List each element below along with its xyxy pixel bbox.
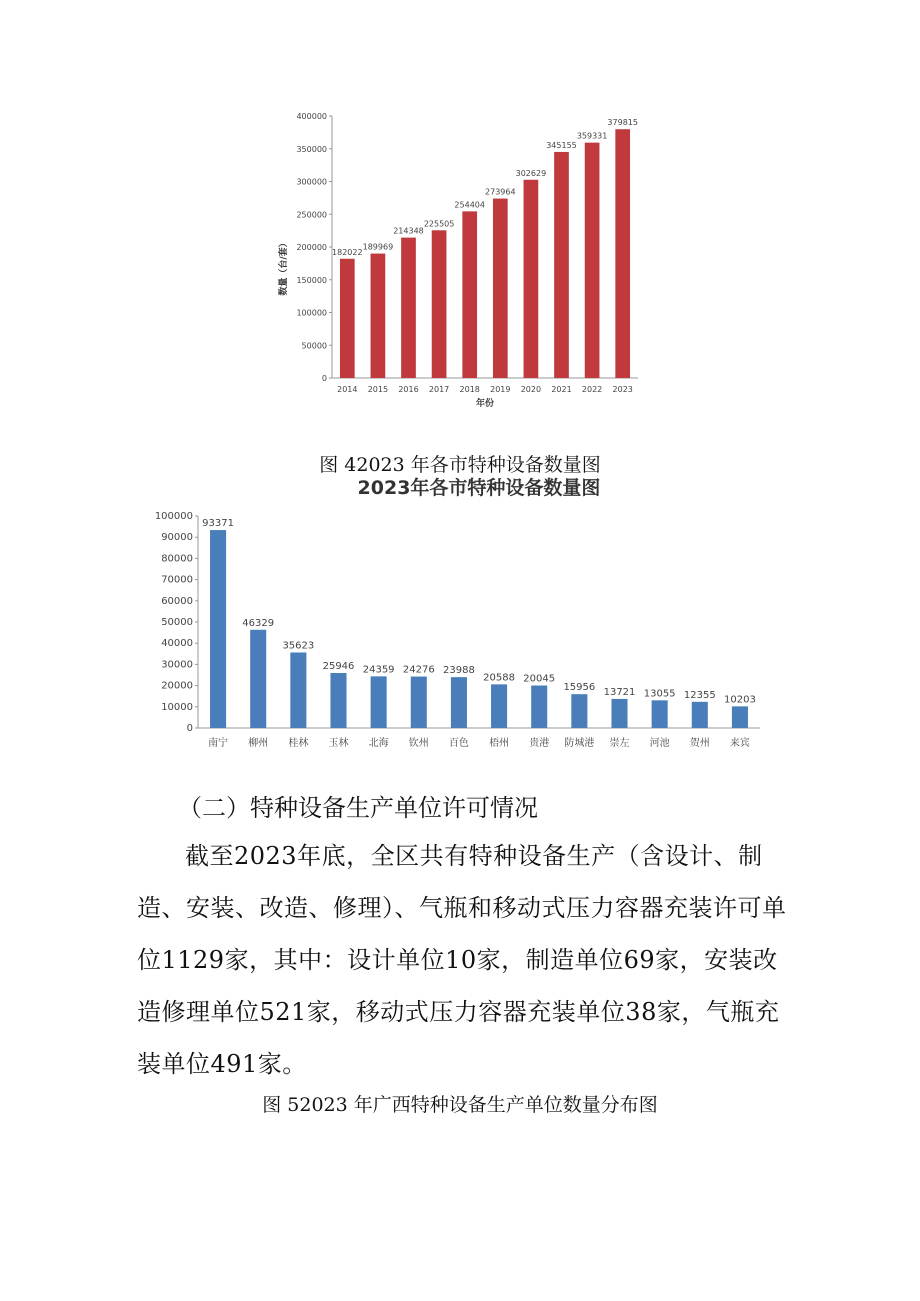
data-label: 15956	[563, 682, 596, 694]
bar-河池	[652, 700, 668, 728]
bar-崇左	[611, 699, 627, 728]
data-label: 12355	[683, 689, 716, 701]
data-label: 24359	[362, 664, 395, 676]
x-tick-label: 贺州	[689, 738, 710, 749]
y-tick-label: 400000	[296, 112, 327, 121]
x-tick-label: 河池	[649, 738, 670, 749]
x-tick-label: 2021	[551, 385, 572, 394]
x-tick-label: 2015	[367, 385, 389, 394]
data-label: 379815	[607, 118, 638, 128]
y-tick-label: 200000	[296, 243, 327, 252]
y-tick-label: 40000	[161, 638, 193, 650]
data-label: 214348	[393, 226, 424, 236]
data-label: 273964	[485, 187, 516, 197]
y-tick-label: 50000	[161, 617, 193, 628]
bar-2015	[371, 254, 386, 378]
bar-梧州	[491, 684, 507, 728]
y-tick-label: 150000	[296, 275, 327, 285]
bar-贵港	[531, 686, 547, 728]
data-label: 254404	[454, 200, 485, 210]
city-bar-chart-svg	[150, 470, 770, 760]
bar-玉林	[330, 673, 346, 728]
data-label: 302629	[515, 168, 547, 178]
x-axis-title: 年份	[475, 399, 495, 409]
x-tick-label: 钦州	[408, 738, 429, 749]
x-tick-label: 2019	[490, 385, 511, 394]
bar-北海	[371, 676, 387, 728]
y-tick-label: 0	[186, 723, 193, 734]
y-tick-label: 30000	[161, 659, 193, 671]
y-tick-label: 80000	[161, 553, 193, 565]
data-label: 35623	[282, 640, 315, 652]
bar-防城港	[571, 694, 587, 728]
data-label: 24276	[402, 664, 435, 676]
bar-贺州	[692, 702, 708, 728]
city-equipment-chart	[150, 470, 770, 760]
x-tick-label: 2023	[612, 385, 633, 394]
bar-2018	[462, 211, 477, 378]
y-tick-label: 20000	[161, 680, 193, 692]
bar-桂林	[290, 652, 306, 728]
section-body: 截至2023年底，全区共有特种设备生产（含设计、制造、安装、改造、修理）、气瓶和移动式压力容器充装许可单位1129家，其中：设计单位10家，制造单位69家，安装改造修理单位521家，移动式压力容器充装单位38家，气瓶充装单位491家。	[137, 842, 787, 1078]
x-tick-label: 南宁	[208, 738, 229, 749]
x-tick-label: 2018	[459, 385, 480, 394]
bar-柳州	[250, 630, 266, 728]
x-tick-label: 梧州	[489, 738, 510, 749]
data-label: 182022	[332, 247, 363, 257]
bar-2016	[401, 238, 416, 378]
x-tick-label: 防城港	[564, 738, 595, 749]
bar-2019	[493, 199, 508, 378]
y-tick-label: 50000	[301, 341, 327, 351]
data-label: 13721	[603, 686, 636, 698]
y-tick-label: 60000	[161, 595, 193, 607]
x-tick-label: 贵港	[529, 738, 550, 749]
data-label: 25946	[322, 660, 355, 672]
data-label: 93371	[202, 518, 234, 530]
y-tick-label: 350000	[296, 144, 327, 154]
data-label: 10203	[724, 694, 756, 706]
data-label: 23988	[443, 665, 475, 677]
bar-钦州	[411, 677, 427, 728]
bar-2021	[554, 152, 569, 378]
bar-来宾	[732, 706, 748, 728]
bar-2014	[340, 259, 355, 378]
section-heading: （二）特种设备生产单位许可情况	[178, 794, 538, 822]
x-tick-label: 百色	[448, 738, 469, 749]
y-tick-label: 250000	[296, 210, 327, 220]
y-tick-label: 100000	[154, 511, 193, 522]
bar-2020	[524, 180, 539, 378]
chart-title: 2023年各市特种设备数量图	[357, 477, 601, 499]
figure-4-caption: 图 42023 年各市特种设备数量图	[319, 454, 601, 476]
x-tick-label: 2014	[337, 385, 358, 394]
y-tick-label: 10000	[161, 701, 193, 713]
data-label: 189969	[362, 242, 394, 252]
bar-南宁	[210, 530, 226, 728]
data-label: 20588	[483, 672, 515, 684]
bar-2022	[585, 143, 600, 378]
x-tick-label: 2016	[398, 385, 419, 394]
figure-5-caption: 图 52023 年广西特种设备生产单位数量分布图	[262, 1094, 658, 1116]
data-label: 225505	[423, 219, 455, 229]
y-tick-label: 100000	[296, 308, 327, 318]
x-tick-label: 玉林	[328, 738, 349, 749]
x-tick-label: 北海	[368, 738, 389, 749]
data-label: 46329	[242, 617, 275, 629]
y-tick-label: 0	[321, 374, 327, 383]
y-tick-label: 300000	[296, 177, 327, 187]
x-tick-label: 崇左	[609, 738, 630, 749]
bar-2023	[615, 129, 630, 378]
x-tick-label: 桂林	[288, 738, 309, 749]
x-tick-label: 2022	[581, 385, 603, 394]
y-tick-label: 70000	[161, 574, 193, 586]
yearly-equipment-chart	[270, 100, 650, 420]
x-tick-label: 柳州	[248, 738, 269, 749]
y-axis-title: 数量（台/套）	[279, 238, 289, 296]
data-label: 359331	[576, 131, 608, 141]
data-label: 13055	[643, 688, 676, 700]
bar-百色	[451, 677, 467, 728]
y-tick-label: 90000	[161, 532, 193, 544]
yearly-bar-chart-svg	[270, 100, 650, 420]
x-tick-label: 2017	[428, 385, 450, 394]
x-tick-label: 来宾	[729, 738, 750, 749]
data-label: 345155	[546, 140, 577, 150]
bar-2017	[432, 230, 447, 378]
x-tick-label: 2020	[520, 385, 542, 394]
data-label: 20045	[523, 673, 556, 685]
